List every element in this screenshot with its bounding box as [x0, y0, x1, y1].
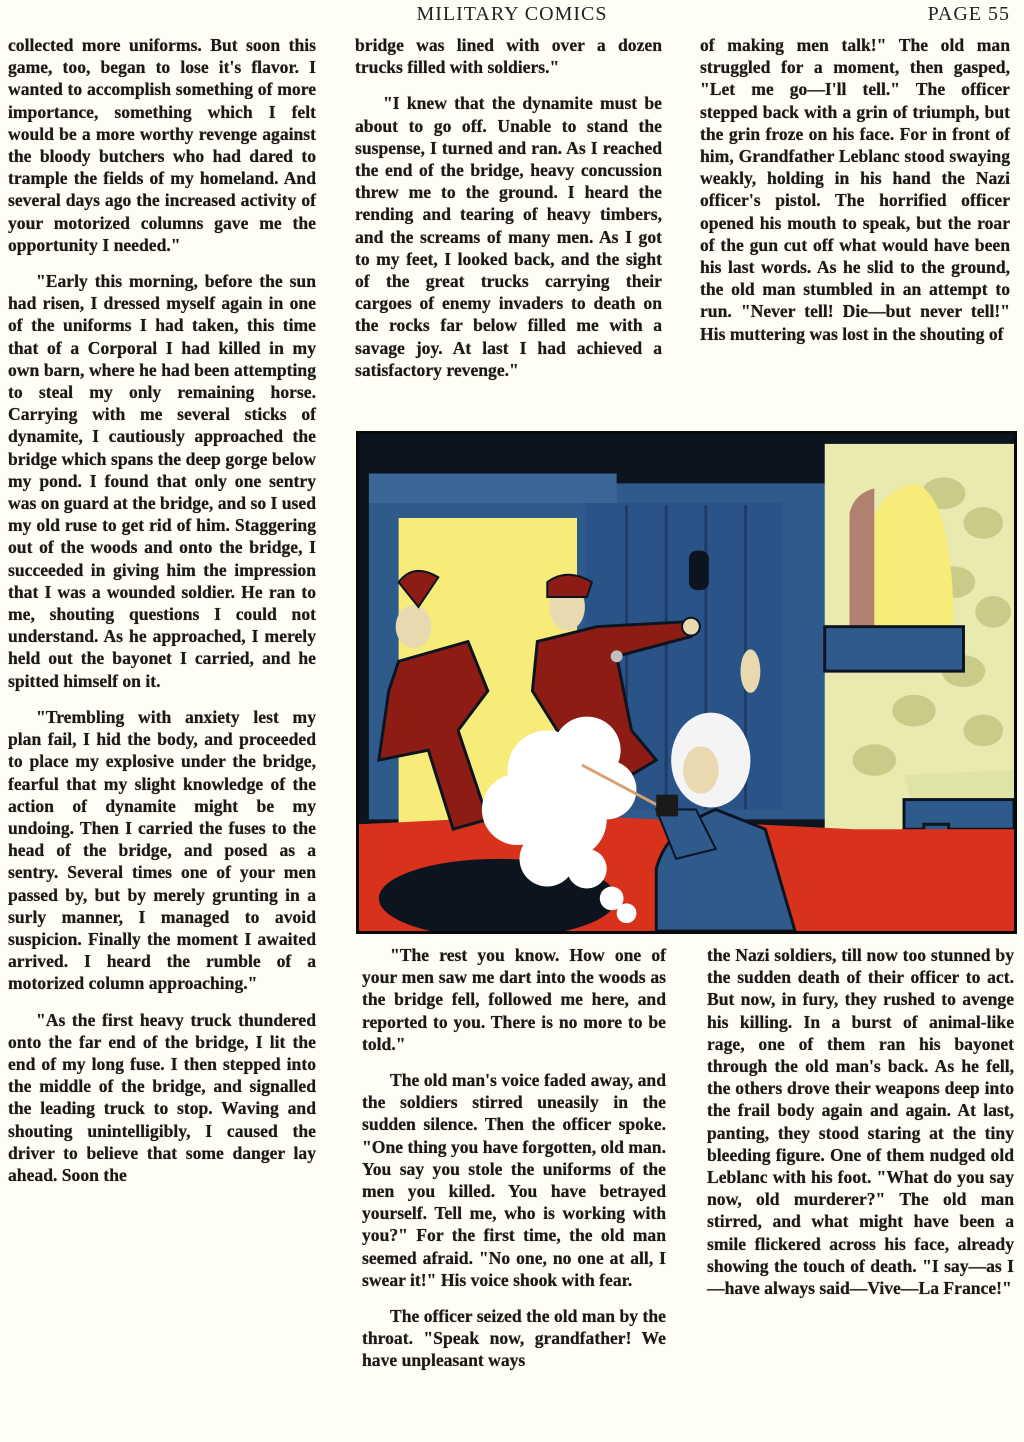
paragraph: The officer seized the old man by the throat. "Speak now, grandfather! We have unpleasant ways — [362, 1306, 666, 1371]
paragraph: "Early this morning, before the sun had risen, I dressed myself again in one of the uniforms I had taken, this time that of a Corporal I had killed in my own barn, where he had been attempting to steal my only remaining horse. Carrying with me several sticks of dynamite, I cautiously approached the bridge which spans the deep gorge below my pond. I found that only one sentry was on guard at the bridge, and so I used my old ruse to get rid of him. Staggering out of the woods and onto the bridge, I succeeded in giving him the impression that I was a wounded soldier. He ran to me, shouting questions I could not understand. As he approached, I merely held out the bayonet I carried, and he spitted himself on it. — [8, 271, 316, 691]
paragraph: The old man's voice faded away, and the soldiers stirred uneasily in the sudden silence. Then the officer spoke. "One thing you have forgotten, old man. You say you stole the uniforms of the men you killed. You have betrayed yourself. Tell me, who is working with you?" For the first time, the old man seemed afraid. "No one, no one at all, I swear it!" His voice shook with fear. — [362, 1070, 666, 1290]
illustration-scene — [359, 434, 1014, 931]
paragraph: of making men talk!" The old man struggled for a moment, then gasped, "Let me go—I'll tell." The officer stepped back with a grin of triumph, but the grin froze on his face. For in front of him, Grandfather Leblanc stood swaying weakly, holding in his hand the Nazi officer's pistol. The horrified officer opened his mouth to speak, but the roar of the gun cut off what would have been his last words. As he slid to the ground, the old man stumbled in an attempt to run. "Never tell! Die—but never tell!" His muttering was lost in the shouting of — [700, 35, 1010, 344]
paragraph: bridge was lined with over a dozen trucks filled with soldiers." — [355, 35, 662, 78]
paragraph: "The rest you know. How one of your men saw me dart into the woods as the bridge fell, followed me here, and reported to you. There is no more to be told." — [362, 945, 666, 1054]
paragraph: the Nazi soldiers, till now too stunned by the sudden death of their officer to act. But now, in fury, they rushed to avenge his killing. In a burst of animal-like rage, one of them ran his bayonet through the old man's back. As he fell, the others drove their weapons deep into the frail body again and again. At last, panting, they stood staring at the tiny bleeding figure. One of them nudged old Leblanc with his foot. "What do you say now, old murderer?" The old man stirred, and what might have been a smile flickered across his face, already showing the touch of death. "I say—as I—have always said—Vive—La France!" — [707, 945, 1014, 1299]
magazine-title: MILITARY COMICS — [416, 3, 608, 25]
paragraph: "As the first heavy truck thundered onto the far end of the bridge, I lit the end of my long fuse. I then stepped into the middle of the bridge, and signalled the leading truck to stop. Waving and shouting unintelligibly, I caused the driver to believe that some danger lay ahead. Soon the — [8, 1009, 316, 1185]
text-column-1 — [8, 34, 316, 1186]
paragraph: collected more uniforms. But soon this game, too, began to lose it's flavor. I wanted to accomplish something of more importance, something which I felt would be a more worthy revenge against the bloody butchers who had dared to trample the fields of my homeland. And several days ago the increased activity of your motorized columns gave me the opportunity I needed." — [8, 35, 316, 255]
text-column-3-top — [700, 34, 1010, 345]
text-column-3-bottom — [707, 944, 1014, 1299]
paragraph: "I knew that the dynamite must be about to go off. Unable to stand the suspense, I turned and ran. As I reached the end of the bridge, heavy concussion threw me to the ground. I heard the rending and tearing of heavy timbers, and the screams of many men. As I got to my feet, I looked back, and the sight of the great trucks carrying their cargoes of enemy invaders to death on the rocks far below filled me with a savage joy. At last I had achieved a satisfactory revenge." — [355, 93, 662, 380]
paragraph: "Trembling with anxiety lest my plan fail, I hid the body, and proceeded to place my explosive under the bridge, fearful that my slight knowledge of the action of dynamite might be my undoing. Then I carried the fuses to the head of the bridge, and posed as a sentry. Several times one of your men passed by, but by merely grunting in a surly manner, I managed to avoid suspicion. Finally the moment I awaited arrived. I heard the rumble of a motorized column approaching." — [8, 706, 316, 994]
page-number: PAGE 55 — [927, 3, 1010, 25]
comic-illustration-panel — [356, 431, 1017, 934]
text-column-2-top — [355, 34, 662, 381]
text-column-2-bottom — [362, 944, 666, 1372]
